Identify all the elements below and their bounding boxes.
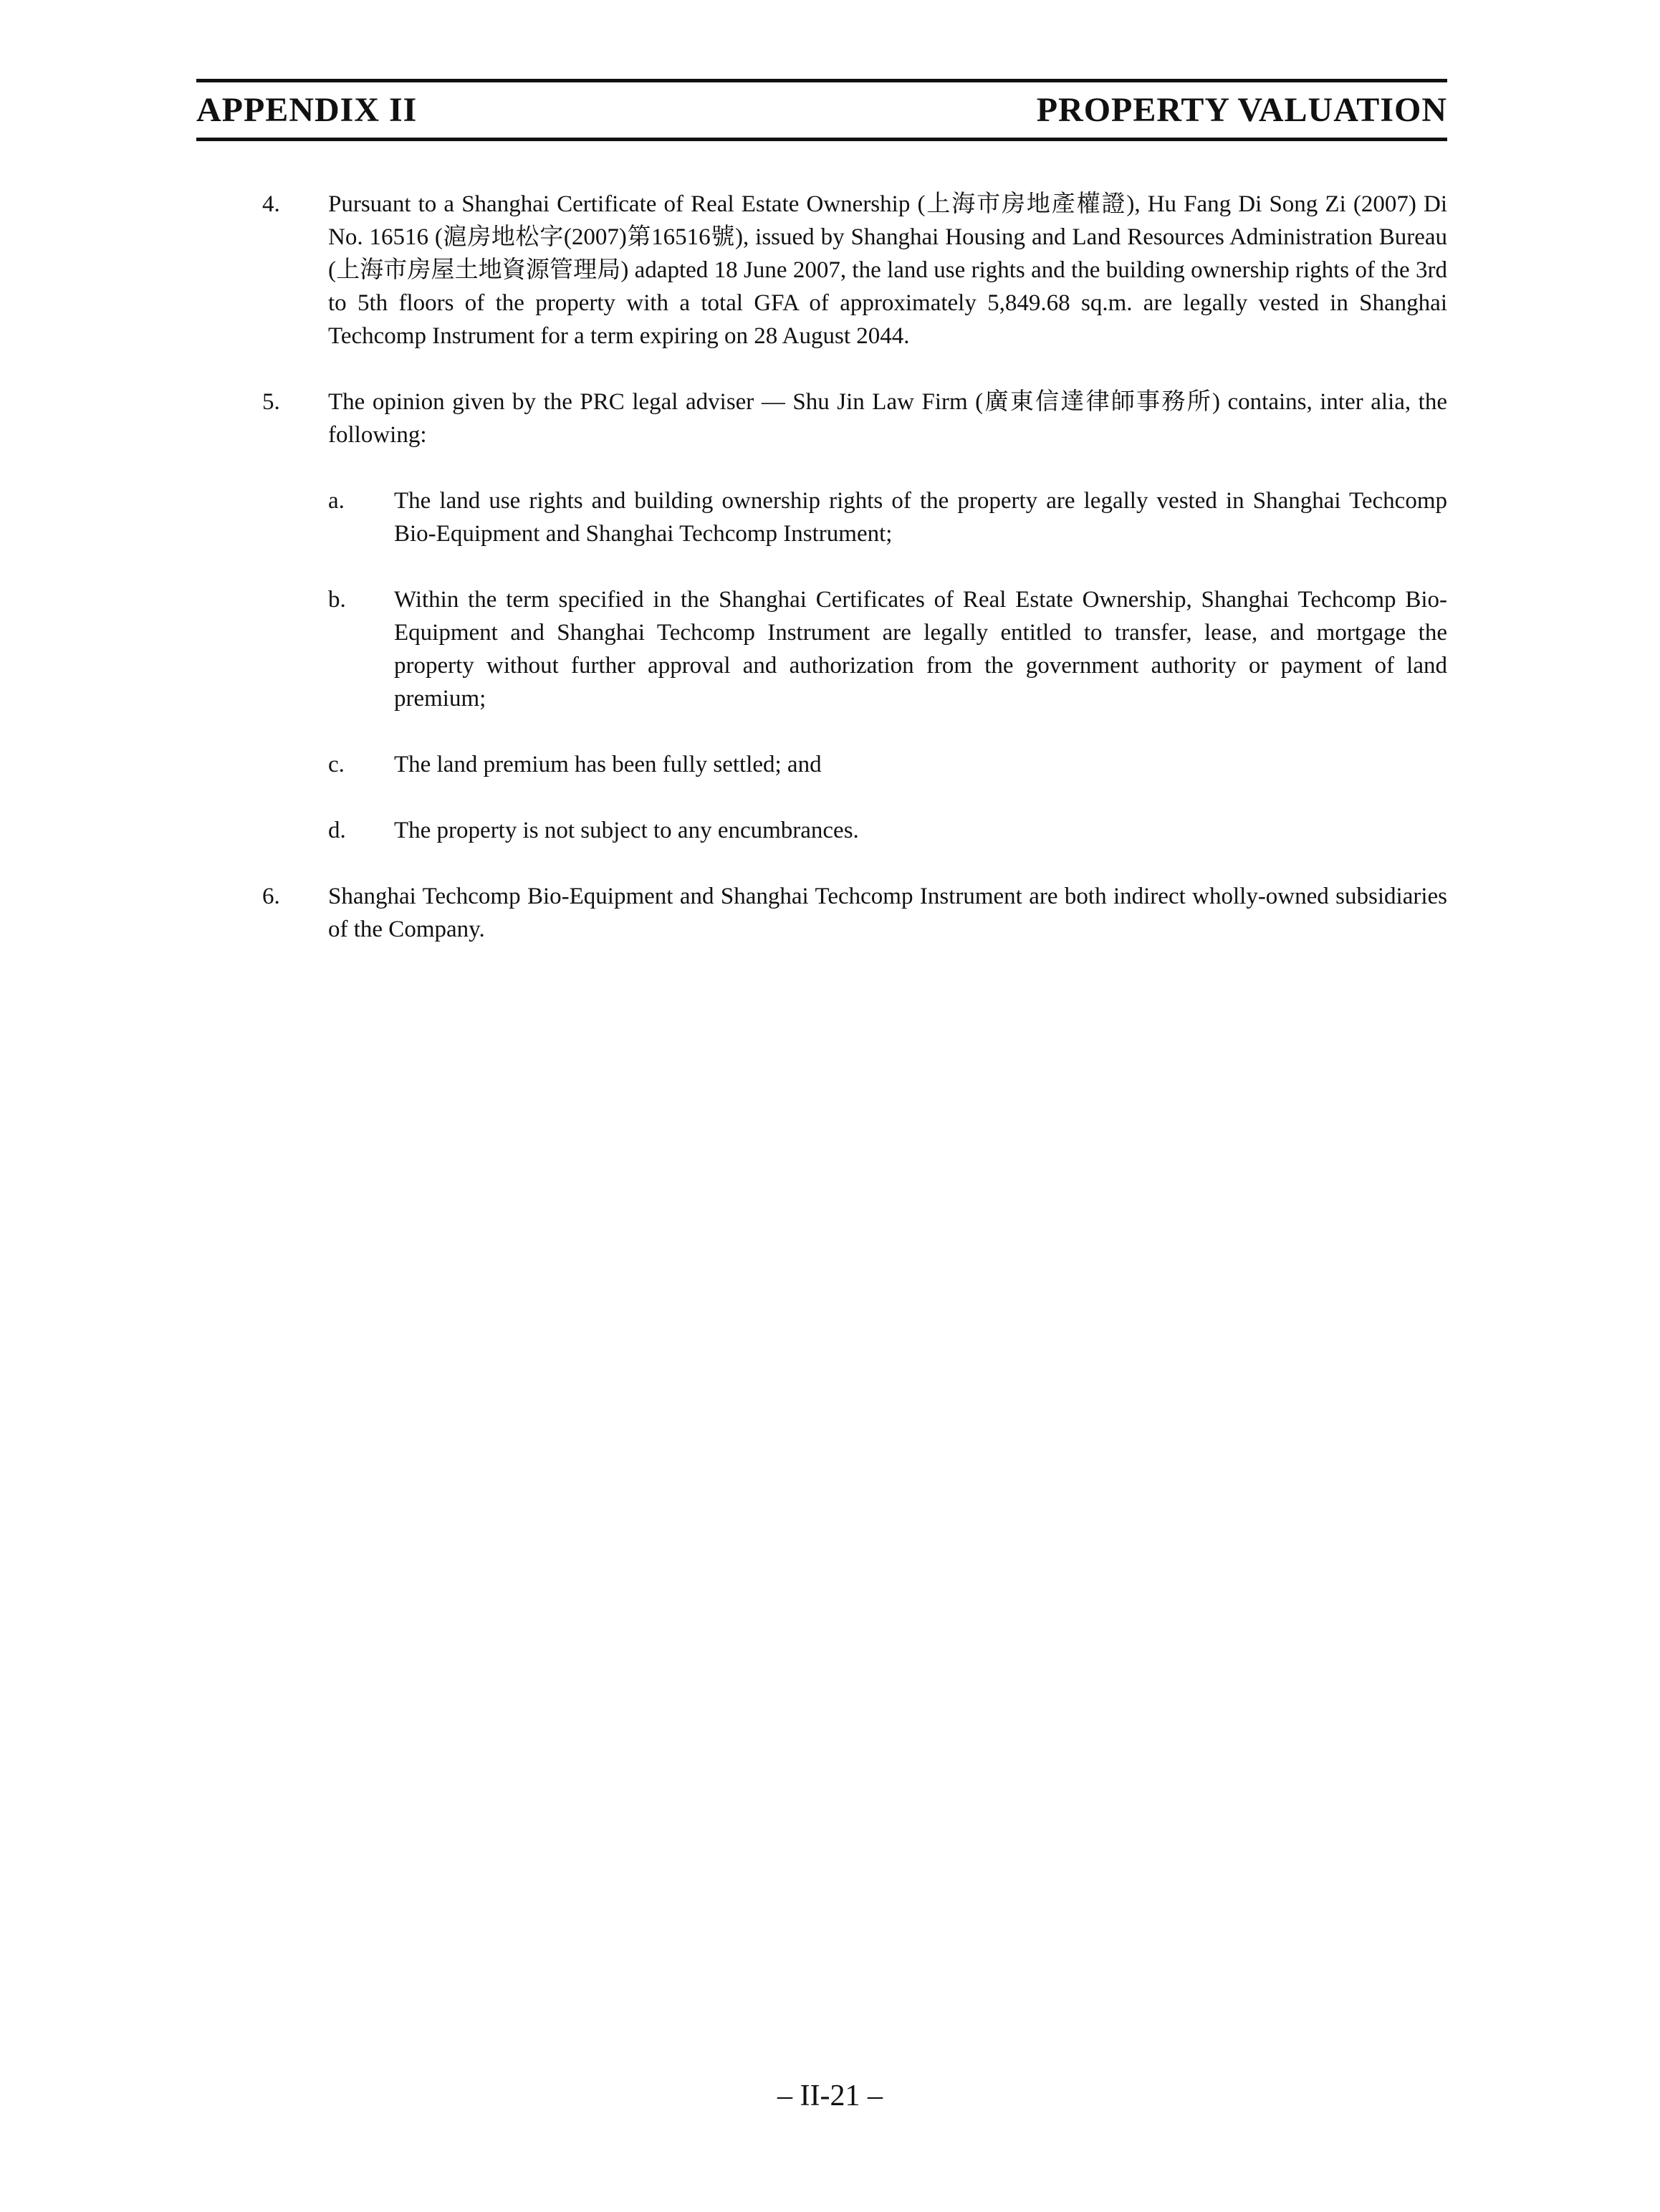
note-4 xyxy=(196,188,1447,353)
sub-text: The land premium has been fully settled; and xyxy=(394,752,822,777)
sub-item-d xyxy=(328,814,1447,847)
sub-letter: a. xyxy=(328,488,345,514)
sub-list xyxy=(328,484,1447,847)
sub-letter: d. xyxy=(328,818,346,843)
sub-text: The property is not subject to any encumbrances. xyxy=(394,818,859,843)
sub-item-c xyxy=(328,748,1447,781)
sub-text: The land use rights and building ownership rights of the property are legally vested in Shanghai Techcomp Bio-Equipment and Shanghai Techcomp Instrument; xyxy=(394,488,1447,547)
header-top-rule xyxy=(196,79,1447,82)
note-number: 6. xyxy=(262,884,280,909)
appendix-title: APPENDIX II xyxy=(196,91,418,129)
section-title: PROPERTY VALUATION xyxy=(1036,91,1447,129)
header-bottom-rule xyxy=(196,138,1447,141)
note-text: The opinion given by the PRC legal adviser — Shu Jin Law Firm (廣東信達律師事務所) contains, inter alia, the following: xyxy=(328,389,1447,448)
notes-body xyxy=(196,188,1447,979)
sub-item-b xyxy=(328,583,1447,715)
note-text: Pursuant to a Shanghai Certificate of Real Estate Ownership (上海市房地產權證), Hu Fang Di Song Zi (2007) Di No. 16516 (滬房地松字(2007)第16516號), issued by Shanghai Housing and Land Resources Administration Bureau (上海市房屋土地資源管理局) adapted 18 June 2007, the land use rights and the building ownership rights of the 3rd to 5th floors of the property with a total GFA of approximately 5,849.68 sq.m. are legally vested in Shanghai Techcomp Instrument for a term expiring on 28 August 2044. xyxy=(328,191,1447,349)
note-number: 4. xyxy=(262,191,280,217)
sub-letter: b. xyxy=(328,587,346,613)
sub-letter: c. xyxy=(328,752,345,777)
sub-text: Within the term specified in the Shanghai Certificates of Real Estate Ownership, Shanghai Techcomp Bio-Equipment and Shanghai Techcomp Instrument are legally entitled to transfer, lease, and mortgage the property without further approval and authorization from the government authority or payment of land premium; xyxy=(394,587,1447,712)
note-text: Shanghai Techcomp Bio-Equipment and Shanghai Techcomp Instrument are both indirect wholly-owned subsidiaries of the Company. xyxy=(328,884,1447,942)
note-5 xyxy=(196,386,1447,847)
note-number: 5. xyxy=(262,389,280,415)
sub-item-a xyxy=(328,484,1447,550)
note-6 xyxy=(196,880,1447,946)
page-number: – II-21 – xyxy=(777,2079,883,2112)
